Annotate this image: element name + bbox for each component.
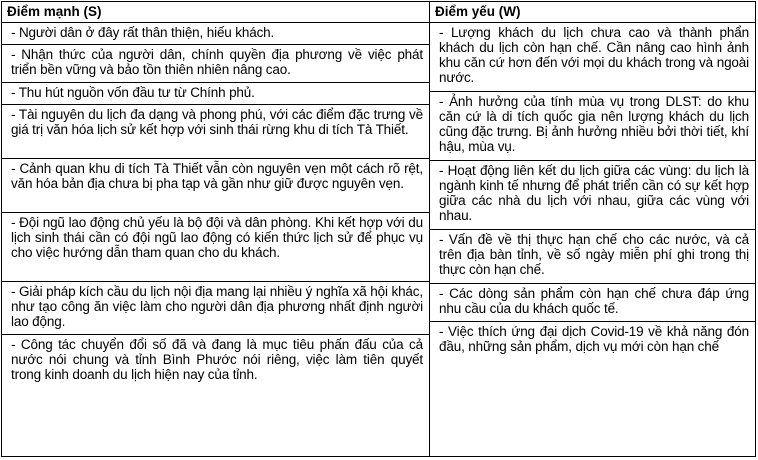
strength-item: - Tài nguyên du lịch đa dạng và phong phú, với các điểm đặc trưng về giá trị văn hóa lịch sử kết hợp với sinh thái rừng khu di tích Tà Thiết. <box>2 105 429 159</box>
strength-item: - Đội ngũ lao động chủ yếu là bộ đội và dân phòng. Khi kết hợp với du lịch sinh thái cần có đội ngũ lao động có kiến thức lịch sử để phục vụ cho việc hướng dẫn tham quan cho du khách. <box>2 213 429 282</box>
strength-item: - Giải pháp kích cầu du lịch nội địa mang lại nhiều ý nghĩa xã hội khác, như tạo công ăn việc làm cho người dân địa phương nhất định người lao động. <box>2 282 429 335</box>
strengths-header: Điểm mạnh (S) <box>2 2 429 23</box>
weaknesses-header: Điểm yếu (W) <box>430 2 755 23</box>
weakness-item: - Lượng khách du lịch chưa cao và thành phẩn khách du lịch còn hạn chế. Cần nâng cao hình ảnh khu căn cứ hơn đến với mọi du khách trong và ngoài nước. <box>430 23 755 92</box>
strength-item: - Cảnh quan khu di tích Tà Thiết vẫn còn nguyên vẹn một cách rõ rệt, văn hóa bản địa chưa bị pha tạp và gần như giữ được nguyên vẹn. <box>2 159 429 213</box>
weaknesses-column <box>430 2 755 456</box>
weakness-item: - Việc thích ứng đại dịch Covid-19 về khả năng đón đầu, những sản phẩm, dịch vụ mới còn hạn chế <box>439 324 749 354</box>
strength-item: - Nhận thức của người dân, chính quyền địa phương về việc phát triển bền vững và bảo tồn thiên nhiên nâng cao. <box>2 45 429 83</box>
weakness-item: - Các dòng sản phẩm còn hạn chế chưa đáp ứng nhu cầu của du khách quốc tế. <box>430 284 755 322</box>
strength-item: - Người dân ở đây rất thân thiện, hiếu khách. <box>2 23 429 45</box>
strength-item: - Thu hút nguồn vốn đầu tư từ Chính phủ. <box>2 83 429 105</box>
weakness-item: - Hoạt động liên kết du lịch giữa các vùng: du lịch là ngành kinh tế nhưng để phát triển cần có sự kết hợp giữa các nhà du lịch với nhau, giữa các vùng với nhau. <box>430 161 755 230</box>
weakness-item: - Vấn đề về thị thực hạn chế cho các nước, và cả trên địa bàn tỉnh, về số ngày miễn phí ghi trong thị thực còn hạn chế. <box>430 230 755 284</box>
strengths-column <box>2 2 430 456</box>
strength-item: - Công tác chuyển đổi số đã và đang là mục tiêu phấn đấu của cả nước nói chung và tỉnh Bình Phước nói riêng, việc làm tiên quyết trong kinh doanh du lịch hiện nay của tỉnh. <box>11 337 423 382</box>
swot-table <box>1 1 756 457</box>
weakness-item: - Ảnh hưởng của tính mùa vụ trong DLST: do khu căn cứ là di tích quốc gia nên lượng khách du lịch cũng đặc trưng. Bị ảnh hưởng nhiều bởi thời tiết, khí hậu, mùa vụ. <box>430 92 755 161</box>
